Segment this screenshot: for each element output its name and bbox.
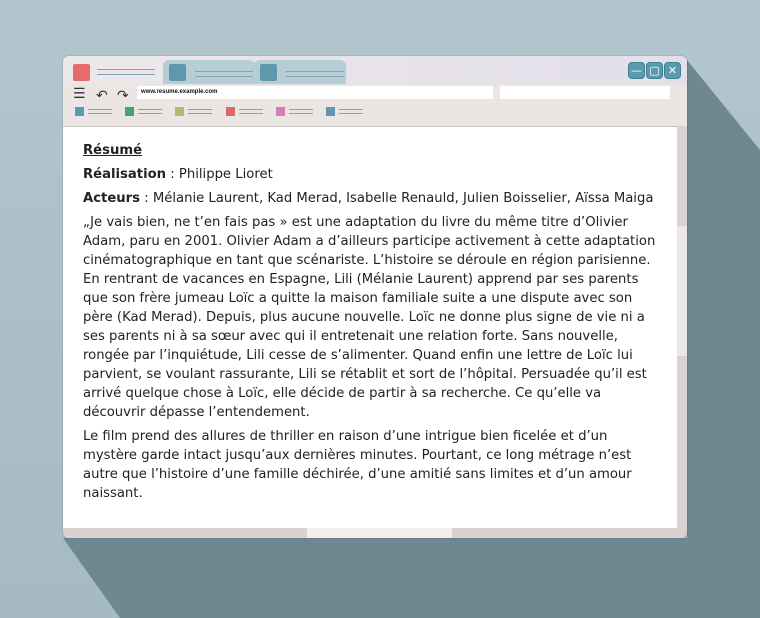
browser-window [63,56,687,538]
tab-active[interactable] [63,56,161,84]
toolbar [63,84,687,126]
tab-favicon [73,64,90,81]
tab-second[interactable] [163,60,255,84]
scroll-thumb[interactable] [307,528,452,538]
tab-favicon [169,64,186,81]
director-name: Philippe Lioret [178,167,273,182]
close-button[interactable]: ✕ [664,62,681,79]
horizontal-scrollbar[interactable] [63,528,687,538]
maximize-button[interactable]: ▢ [646,62,663,79]
url-bar[interactable]: www.resume.example.com [137,86,493,99]
search-input[interactable] [500,86,670,99]
tab-favicon [260,64,277,81]
back-icon[interactable]: ↶ [96,88,108,104]
tab-third[interactable] [254,60,346,84]
minimize-button[interactable]: — [628,62,645,79]
director-label: Réalisation [83,167,167,182]
page-title: Résumé [83,143,143,158]
forward-icon[interactable]: ↷ [117,88,129,104]
article [83,141,663,508]
director-line: Réalisation : Philippe Lioret [83,167,273,182]
tab-bar [63,56,687,84]
vertical-scrollbar[interactable] [677,126,687,528]
actors-list: Mélanie Laurent, Kad Merad, Isabelle Renauld, Julien Boisselier, Aïssa Maiga [152,191,654,206]
actors-label: Acteurs [83,191,141,206]
review-paragraph: Le film prend des allures de thriller en raison d’une intrigue bien ficelée et d’un mystère garde intact jusqu’aux dernières minutes. Pourtant, ce long métrage n’est autre que l’histoire d’une famille déchirée, d’une amitié sans limites et d’un amour naissant. [83,429,632,501]
actors-line: Acteurs : Mélanie Laurent, Kad Merad, Isabelle Renauld, Julien Boisselier, Aïssa Maiga [83,191,654,206]
page-content [63,126,677,529]
summary-paragraph: „Je vais bien, ne t’en fais pas » est une adaptation du livre du même titre d’Olivier Adam, paru en 2001. Olivier Adam a d’ailleurs participe activement à cette adaptation cinématographique en tant que scénariste. L’histoire se déroule en région parisienne. En rentrant de vacances en Espagne, Lili (Mélanie Laurent) apprend par ses parents que son frère jumeau Loïc a quitte la maison familiale suite a une dispute avec son père (Kad Merad). Depuis, plus aucune nouvelle. Loïc ne donne plus signe de vie ni a ses parents ni à sa sœur avec qui il entretenait une relation forte. Sans nouvelle, rongée par l’inquiétude, Lili cesse de s’alimenter. Quand enfin une lettre de Loïc lui parvient, se voulant rassurante, Lili se rétablit et sort de l’hôpital. Persuadée qu’il est arrivé quelque chose à Loïc, elle décide de partir à sa recherche. Ce qu’elle va découvrir dépasse l’entendement. [83,215,656,420]
scroll-thumb[interactable] [677,226,687,356]
menu-icon[interactable]: ☰ [73,86,86,102]
